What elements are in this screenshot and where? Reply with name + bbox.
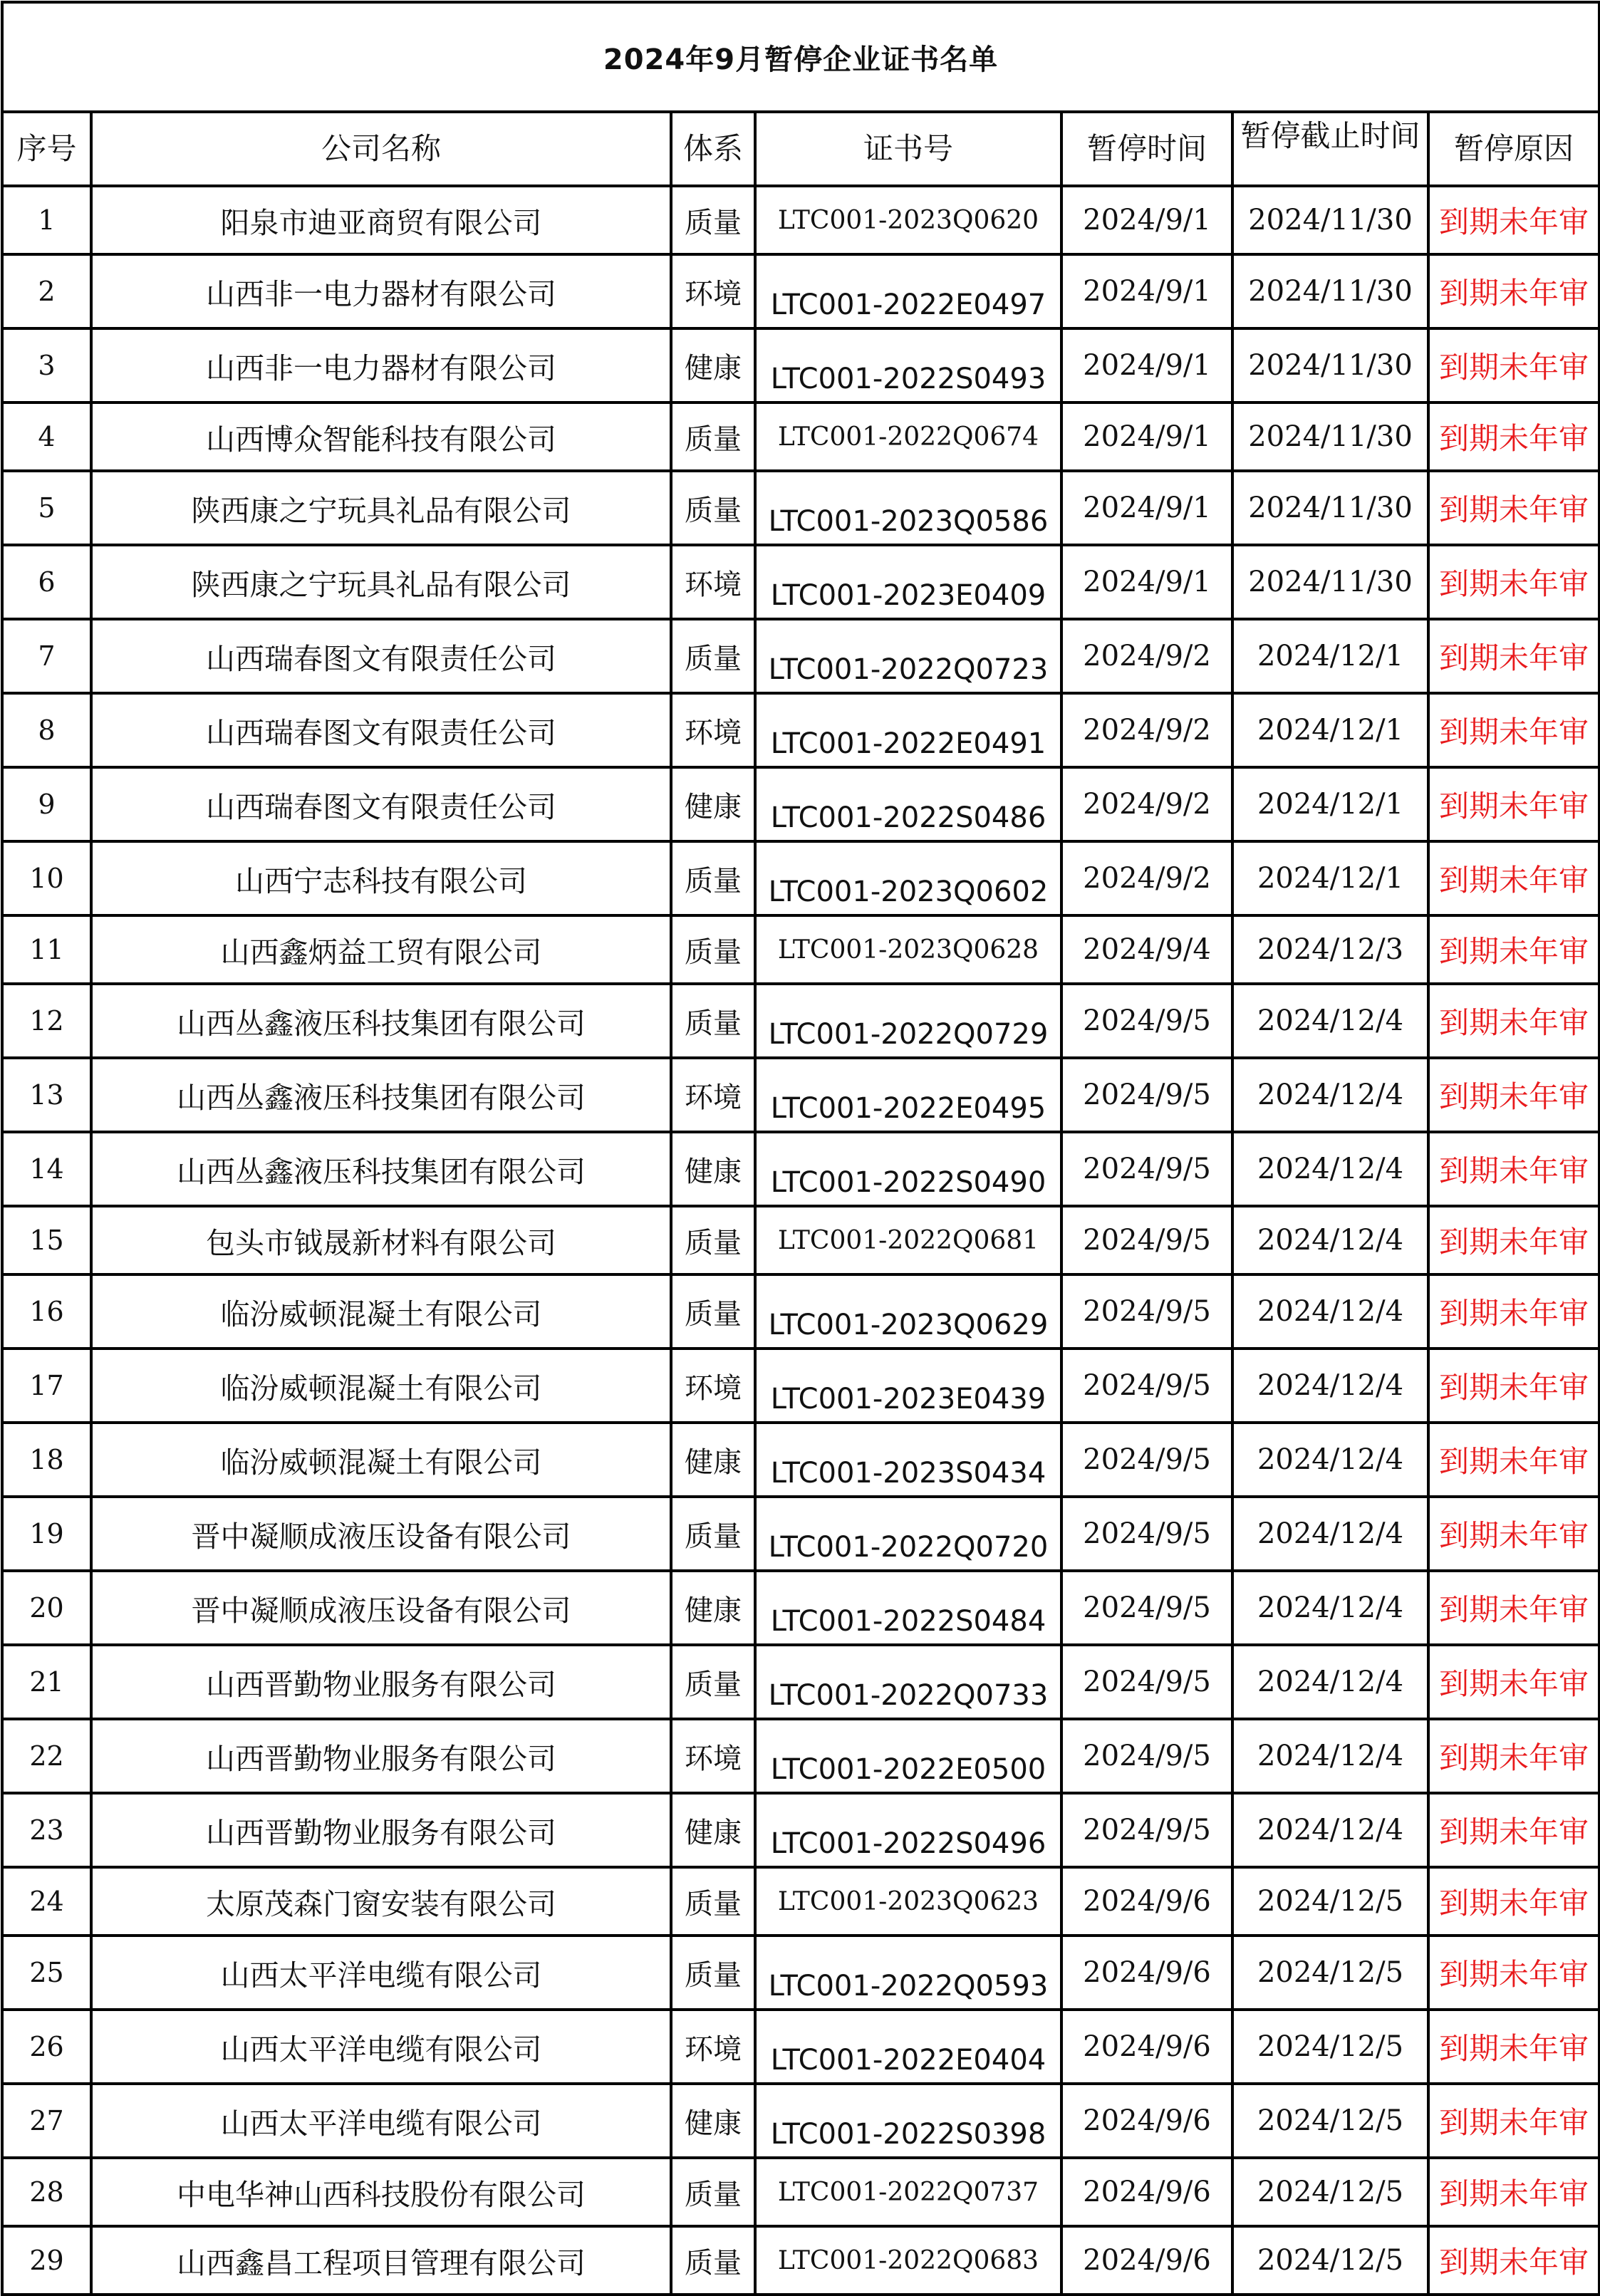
cell-cert: LTC001-2022Q0723 (755, 619, 1061, 693)
cell-serial: 10 (2, 841, 91, 915)
cell-system: 质量 (671, 186, 755, 254)
header-suspend-end: 暂停截止时间 (1232, 112, 1428, 186)
cell-suspend-end: 2024/12/1 (1232, 841, 1428, 915)
cell-system: 质量 (671, 841, 755, 915)
cell-company: 包头市钺晟新材料有限公司 (91, 1206, 671, 1274)
cell-suspend-date: 2024/9/1 (1061, 254, 1232, 328)
cell-serial: 28 (2, 2158, 91, 2226)
cell-system: 环境 (671, 545, 755, 619)
cell-cert: LTC001-2022S0398 (755, 2084, 1061, 2158)
cell-company: 山西鑫昌工程项目管理有限公司 (91, 2226, 671, 2295)
cell-company: 山西瑞春图文有限责任公司 (91, 767, 671, 841)
cell-system: 质量 (671, 915, 755, 984)
cell-cert: LTC001-2022E0500 (755, 1719, 1061, 1793)
cell-suspend-date: 2024/9/5 (1061, 1058, 1232, 1132)
cell-suspend-end: 2024/12/5 (1232, 1867, 1428, 1936)
cell-suspend-date: 2024/9/6 (1061, 2084, 1232, 2158)
header-company: 公司名称 (91, 112, 671, 186)
cell-suspend-date: 2024/9/2 (1061, 767, 1232, 841)
cell-cert: LTC001-2022E0497 (755, 254, 1061, 328)
cell-serial: 2 (2, 254, 91, 328)
cell-reason: 到期未年审 (1428, 186, 1599, 254)
cell-serial: 22 (2, 1719, 91, 1793)
cell-suspend-end: 2024/12/4 (1232, 984, 1428, 1058)
cell-cert: LTC001-2022Q0681 (755, 1206, 1061, 1274)
cell-cert: LTC001-2023Q0620 (755, 186, 1061, 254)
table-body (2, 2, 1599, 2295)
cell-serial: 24 (2, 1867, 91, 1936)
cell-serial: 21 (2, 1645, 91, 1719)
cell-suspend-end: 2024/12/4 (1232, 1206, 1428, 1274)
cell-cert: LTC001-2022Q0674 (755, 402, 1061, 471)
cell-suspend-date: 2024/9/6 (1061, 2010, 1232, 2084)
cell-cert: LTC001-2023Q0628 (755, 915, 1061, 984)
cell-suspend-end: 2024/12/4 (1232, 1058, 1428, 1132)
cell-reason: 到期未年审 (1428, 1719, 1599, 1793)
cell-cert: LTC001-2023S0434 (755, 1423, 1061, 1497)
table-row (2, 915, 1599, 984)
cell-reason: 到期未年审 (1428, 841, 1599, 915)
cell-suspend-date: 2024/9/5 (1061, 1497, 1232, 1571)
cell-serial: 11 (2, 915, 91, 984)
cell-system: 质量 (671, 1274, 755, 1349)
table-row (2, 254, 1599, 328)
table-row (2, 2226, 1599, 2295)
cell-suspend-date: 2024/9/1 (1061, 328, 1232, 402)
cell-reason: 到期未年审 (1428, 2084, 1599, 2158)
table-row (2, 984, 1599, 1058)
cell-system: 环境 (671, 1349, 755, 1423)
cell-system: 健康 (671, 1132, 755, 1206)
cell-reason: 到期未年审 (1428, 2226, 1599, 2295)
table-row (2, 2010, 1599, 2084)
cell-cert: LTC001-2022E0491 (755, 693, 1061, 767)
cell-cert: LTC001-2022S0496 (755, 1793, 1061, 1867)
table-row (2, 619, 1599, 693)
table-row (2, 841, 1599, 915)
cell-system: 健康 (671, 1423, 755, 1497)
cell-reason: 到期未年审 (1428, 2158, 1599, 2226)
cell-system: 环境 (671, 1719, 755, 1793)
cell-suspend-end: 2024/12/1 (1232, 619, 1428, 693)
cell-reason: 到期未年审 (1428, 915, 1599, 984)
cell-company: 太原茂森门窗安装有限公司 (91, 1867, 671, 1936)
cell-suspend-end: 2024/12/5 (1232, 1936, 1428, 2010)
cell-cert: LTC001-2022Q0593 (755, 1936, 1061, 2010)
table-row (2, 767, 1599, 841)
cell-suspend-date: 2024/9/5 (1061, 1793, 1232, 1867)
cell-system: 环境 (671, 2010, 755, 2084)
cell-system: 质量 (671, 1206, 755, 1274)
table-row (2, 186, 1599, 254)
cell-company: 山西鑫炳益工贸有限公司 (91, 915, 671, 984)
cell-system: 环境 (671, 693, 755, 767)
cell-serial: 25 (2, 1936, 91, 2010)
cell-reason: 到期未年审 (1428, 328, 1599, 402)
cell-cert: LTC001-2023E0439 (755, 1349, 1061, 1423)
cell-company: 晋中凝顺成液压设备有限公司 (91, 1497, 671, 1571)
cell-suspend-date: 2024/9/4 (1061, 915, 1232, 984)
cell-system: 健康 (671, 2084, 755, 2158)
cell-suspend-date: 2024/9/1 (1061, 545, 1232, 619)
cell-suspend-date: 2024/9/1 (1061, 402, 1232, 471)
title-row (2, 2, 1599, 112)
table-row (2, 1719, 1599, 1793)
cell-reason: 到期未年审 (1428, 1132, 1599, 1206)
table-row (2, 1206, 1599, 1274)
cell-system: 健康 (671, 1793, 755, 1867)
suspended-certificates-table (1, 1, 1600, 2296)
cell-reason: 到期未年审 (1428, 984, 1599, 1058)
cell-reason: 到期未年审 (1428, 1349, 1599, 1423)
cell-serial: 20 (2, 1571, 91, 1645)
cell-company: 山西博众智能科技有限公司 (91, 402, 671, 471)
cell-reason: 到期未年审 (1428, 1058, 1599, 1132)
cell-cert: LTC001-2023Q0629 (755, 1274, 1061, 1349)
cell-suspend-end: 2024/12/5 (1232, 2010, 1428, 2084)
table-row (2, 1349, 1599, 1423)
cell-suspend-end: 2024/11/30 (1232, 471, 1428, 545)
cell-suspend-date: 2024/9/6 (1061, 1936, 1232, 2010)
cell-reason: 到期未年审 (1428, 402, 1599, 471)
cell-reason: 到期未年审 (1428, 1497, 1599, 1571)
cell-company: 山西丛鑫液压科技集团有限公司 (91, 984, 671, 1058)
cell-suspend-date: 2024/9/6 (1061, 2226, 1232, 2295)
table-row (2, 1867, 1599, 1936)
cell-reason: 到期未年审 (1428, 1423, 1599, 1497)
header-suspend-date: 暂停时间 (1061, 112, 1232, 186)
cell-system: 质量 (671, 402, 755, 471)
cell-company: 山西瑞春图文有限责任公司 (91, 693, 671, 767)
cell-system: 健康 (671, 328, 755, 402)
cell-suspend-end: 2024/12/1 (1232, 693, 1428, 767)
cell-system: 质量 (671, 1867, 755, 1936)
cell-suspend-date: 2024/9/6 (1061, 2158, 1232, 2226)
table-row (2, 2158, 1599, 2226)
cell-system: 质量 (671, 471, 755, 545)
cell-suspend-date: 2024/9/5 (1061, 1274, 1232, 1349)
cell-suspend-date: 2024/9/2 (1061, 841, 1232, 915)
header-cert: 证书号 (755, 112, 1061, 186)
cell-suspend-end: 2024/11/30 (1232, 545, 1428, 619)
cell-serial: 15 (2, 1206, 91, 1274)
cell-system: 质量 (671, 1497, 755, 1571)
table-row (2, 693, 1599, 767)
cell-system: 环境 (671, 254, 755, 328)
cell-reason: 到期未年审 (1428, 471, 1599, 545)
cell-system: 质量 (671, 619, 755, 693)
cell-cert: LTC001-2022S0490 (755, 1132, 1061, 1206)
cell-suspend-end: 2024/11/30 (1232, 328, 1428, 402)
cell-serial: 6 (2, 545, 91, 619)
cell-suspend-end: 2024/12/4 (1232, 1571, 1428, 1645)
cell-suspend-date: 2024/9/5 (1061, 984, 1232, 1058)
cell-serial: 12 (2, 984, 91, 1058)
cell-company: 临汾威顿混凝土有限公司 (91, 1274, 671, 1349)
cell-suspend-date: 2024/9/1 (1061, 186, 1232, 254)
cell-suspend-end: 2024/11/30 (1232, 402, 1428, 471)
cell-cert: LTC001-2022Q0729 (755, 984, 1061, 1058)
page-title: 2024年9月暂停企业证书名单 (2, 2, 1599, 112)
cell-reason: 到期未年审 (1428, 1645, 1599, 1719)
header-row (2, 112, 1599, 186)
cell-company: 山西非一电力器材有限公司 (91, 328, 671, 402)
cell-system: 健康 (671, 767, 755, 841)
cell-suspend-end: 2024/12/4 (1232, 1349, 1428, 1423)
cell-suspend-date: 2024/9/5 (1061, 1719, 1232, 1793)
cell-suspend-end: 2024/11/30 (1232, 186, 1428, 254)
table-row (2, 1645, 1599, 1719)
cell-suspend-date: 2024/9/5 (1061, 1206, 1232, 1274)
table-row (2, 2084, 1599, 2158)
cell-company: 陕西康之宁玩具礼品有限公司 (91, 471, 671, 545)
cell-suspend-end: 2024/12/1 (1232, 767, 1428, 841)
cell-cert: LTC001-2023Q0623 (755, 1867, 1061, 1936)
cell-suspend-end: 2024/12/4 (1232, 1793, 1428, 1867)
cell-company: 中电华神山西科技股份有限公司 (91, 2158, 671, 2226)
cell-suspend-date: 2024/9/5 (1061, 1423, 1232, 1497)
cell-reason: 到期未年审 (1428, 545, 1599, 619)
table-row (2, 1793, 1599, 1867)
cell-cert: LTC001-2022Q0720 (755, 1497, 1061, 1571)
cell-reason: 到期未年审 (1428, 254, 1599, 328)
header-serial: 序号 (2, 112, 91, 186)
cell-cert: LTC001-2022S0484 (755, 1571, 1061, 1645)
cell-cert: LTC001-2023E0409 (755, 545, 1061, 619)
cell-serial: 16 (2, 1274, 91, 1349)
cell-cert: LTC001-2022E0404 (755, 2010, 1061, 2084)
cell-serial: 18 (2, 1423, 91, 1497)
cell-cert: LTC001-2022Q0737 (755, 2158, 1061, 2226)
cell-reason: 到期未年审 (1428, 1936, 1599, 2010)
cell-suspend-date: 2024/9/6 (1061, 1867, 1232, 1936)
cell-company: 晋中凝顺成液压设备有限公司 (91, 1571, 671, 1645)
cell-company: 阳泉市迪亚商贸有限公司 (91, 186, 671, 254)
table-row (2, 402, 1599, 471)
table-row (2, 1571, 1599, 1645)
cell-serial: 17 (2, 1349, 91, 1423)
cell-cert: LTC001-2022E0495 (755, 1058, 1061, 1132)
cell-system: 环境 (671, 1058, 755, 1132)
cell-suspend-end: 2024/12/5 (1232, 2158, 1428, 2226)
cell-serial: 27 (2, 2084, 91, 2158)
cell-serial: 23 (2, 1793, 91, 1867)
cell-serial: 26 (2, 2010, 91, 2084)
table-row (2, 1497, 1599, 1571)
cell-company: 山西丛鑫液压科技集团有限公司 (91, 1058, 671, 1132)
cell-suspend-date: 2024/9/5 (1061, 1132, 1232, 1206)
cell-company: 山西太平洋电缆有限公司 (91, 2010, 671, 2084)
cell-reason: 到期未年审 (1428, 767, 1599, 841)
cell-company: 山西晋勤物业服务有限公司 (91, 1645, 671, 1719)
cell-serial: 9 (2, 767, 91, 841)
cell-company: 临汾威顿混凝土有限公司 (91, 1423, 671, 1497)
cell-serial: 13 (2, 1058, 91, 1132)
table-row (2, 1936, 1599, 2010)
cell-company: 山西丛鑫液压科技集团有限公司 (91, 1132, 671, 1206)
cell-company: 陕西康之宁玩具礼品有限公司 (91, 545, 671, 619)
cell-suspend-date: 2024/9/2 (1061, 693, 1232, 767)
table-row (2, 1423, 1599, 1497)
cell-reason: 到期未年审 (1428, 1274, 1599, 1349)
cell-cert: LTC001-2022Q0733 (755, 1645, 1061, 1719)
cell-cert: LTC001-2022Q0683 (755, 2226, 1061, 2295)
cell-suspend-end: 2024/12/3 (1232, 915, 1428, 984)
cell-reason: 到期未年审 (1428, 693, 1599, 767)
cell-reason: 到期未年审 (1428, 1867, 1599, 1936)
cell-company: 山西太平洋电缆有限公司 (91, 2084, 671, 2158)
cell-company: 山西晋勤物业服务有限公司 (91, 1719, 671, 1793)
cell-suspend-end: 2024/12/4 (1232, 1274, 1428, 1349)
cell-reason: 到期未年审 (1428, 619, 1599, 693)
cell-company: 临汾威顿混凝土有限公司 (91, 1349, 671, 1423)
cell-company: 山西太平洋电缆有限公司 (91, 1936, 671, 2010)
cell-company: 山西非一电力器材有限公司 (91, 254, 671, 328)
cell-system: 质量 (671, 2226, 755, 2295)
cell-suspend-end: 2024/11/30 (1232, 254, 1428, 328)
table-row (2, 1132, 1599, 1206)
cell-cert: LTC001-2022S0493 (755, 328, 1061, 402)
cell-suspend-end: 2024/12/4 (1232, 1497, 1428, 1571)
cell-suspend-end: 2024/12/5 (1232, 2226, 1428, 2295)
cell-system: 质量 (671, 2158, 755, 2226)
cell-reason: 到期未年审 (1428, 1571, 1599, 1645)
cell-suspend-date: 2024/9/2 (1061, 619, 1232, 693)
cell-company: 山西晋勤物业服务有限公司 (91, 1793, 671, 1867)
table-row (2, 1274, 1599, 1349)
table-row (2, 1058, 1599, 1132)
table-row (2, 328, 1599, 402)
cell-serial: 14 (2, 1132, 91, 1206)
table-row (2, 545, 1599, 619)
cell-system: 健康 (671, 1571, 755, 1645)
cell-suspend-date: 2024/9/5 (1061, 1645, 1232, 1719)
cell-serial: 3 (2, 328, 91, 402)
cell-reason: 到期未年审 (1428, 1793, 1599, 1867)
cell-suspend-end: 2024/12/5 (1232, 2084, 1428, 2158)
cell-reason: 到期未年审 (1428, 1206, 1599, 1274)
cell-suspend-end: 2024/12/4 (1232, 1719, 1428, 1793)
cell-suspend-date: 2024/9/5 (1061, 1571, 1232, 1645)
cell-suspend-end: 2024/12/4 (1232, 1132, 1428, 1206)
cell-suspend-end: 2024/12/4 (1232, 1423, 1428, 1497)
table-row (2, 471, 1599, 545)
cell-serial: 29 (2, 2226, 91, 2295)
cell-cert: LTC001-2023Q0586 (755, 471, 1061, 545)
cell-serial: 5 (2, 471, 91, 545)
cell-company: 山西瑞春图文有限责任公司 (91, 619, 671, 693)
cell-system: 质量 (671, 1936, 755, 2010)
cell-system: 质量 (671, 984, 755, 1058)
cell-suspend-date: 2024/9/5 (1061, 1349, 1232, 1423)
cell-suspend-end: 2024/12/4 (1232, 1645, 1428, 1719)
cell-serial: 19 (2, 1497, 91, 1571)
cell-serial: 4 (2, 402, 91, 471)
header-system: 体系 (671, 112, 755, 186)
cell-suspend-date: 2024/9/1 (1061, 471, 1232, 545)
cell-company: 山西宁志科技有限公司 (91, 841, 671, 915)
header-reason: 暂停原因 (1428, 112, 1599, 186)
cell-cert: LTC001-2022S0486 (755, 767, 1061, 841)
cell-serial: 8 (2, 693, 91, 767)
cell-serial: 1 (2, 186, 91, 254)
cell-reason: 到期未年审 (1428, 2010, 1599, 2084)
cell-system: 质量 (671, 1645, 755, 1719)
cell-serial: 7 (2, 619, 91, 693)
cell-cert: LTC001-2023Q0602 (755, 841, 1061, 915)
